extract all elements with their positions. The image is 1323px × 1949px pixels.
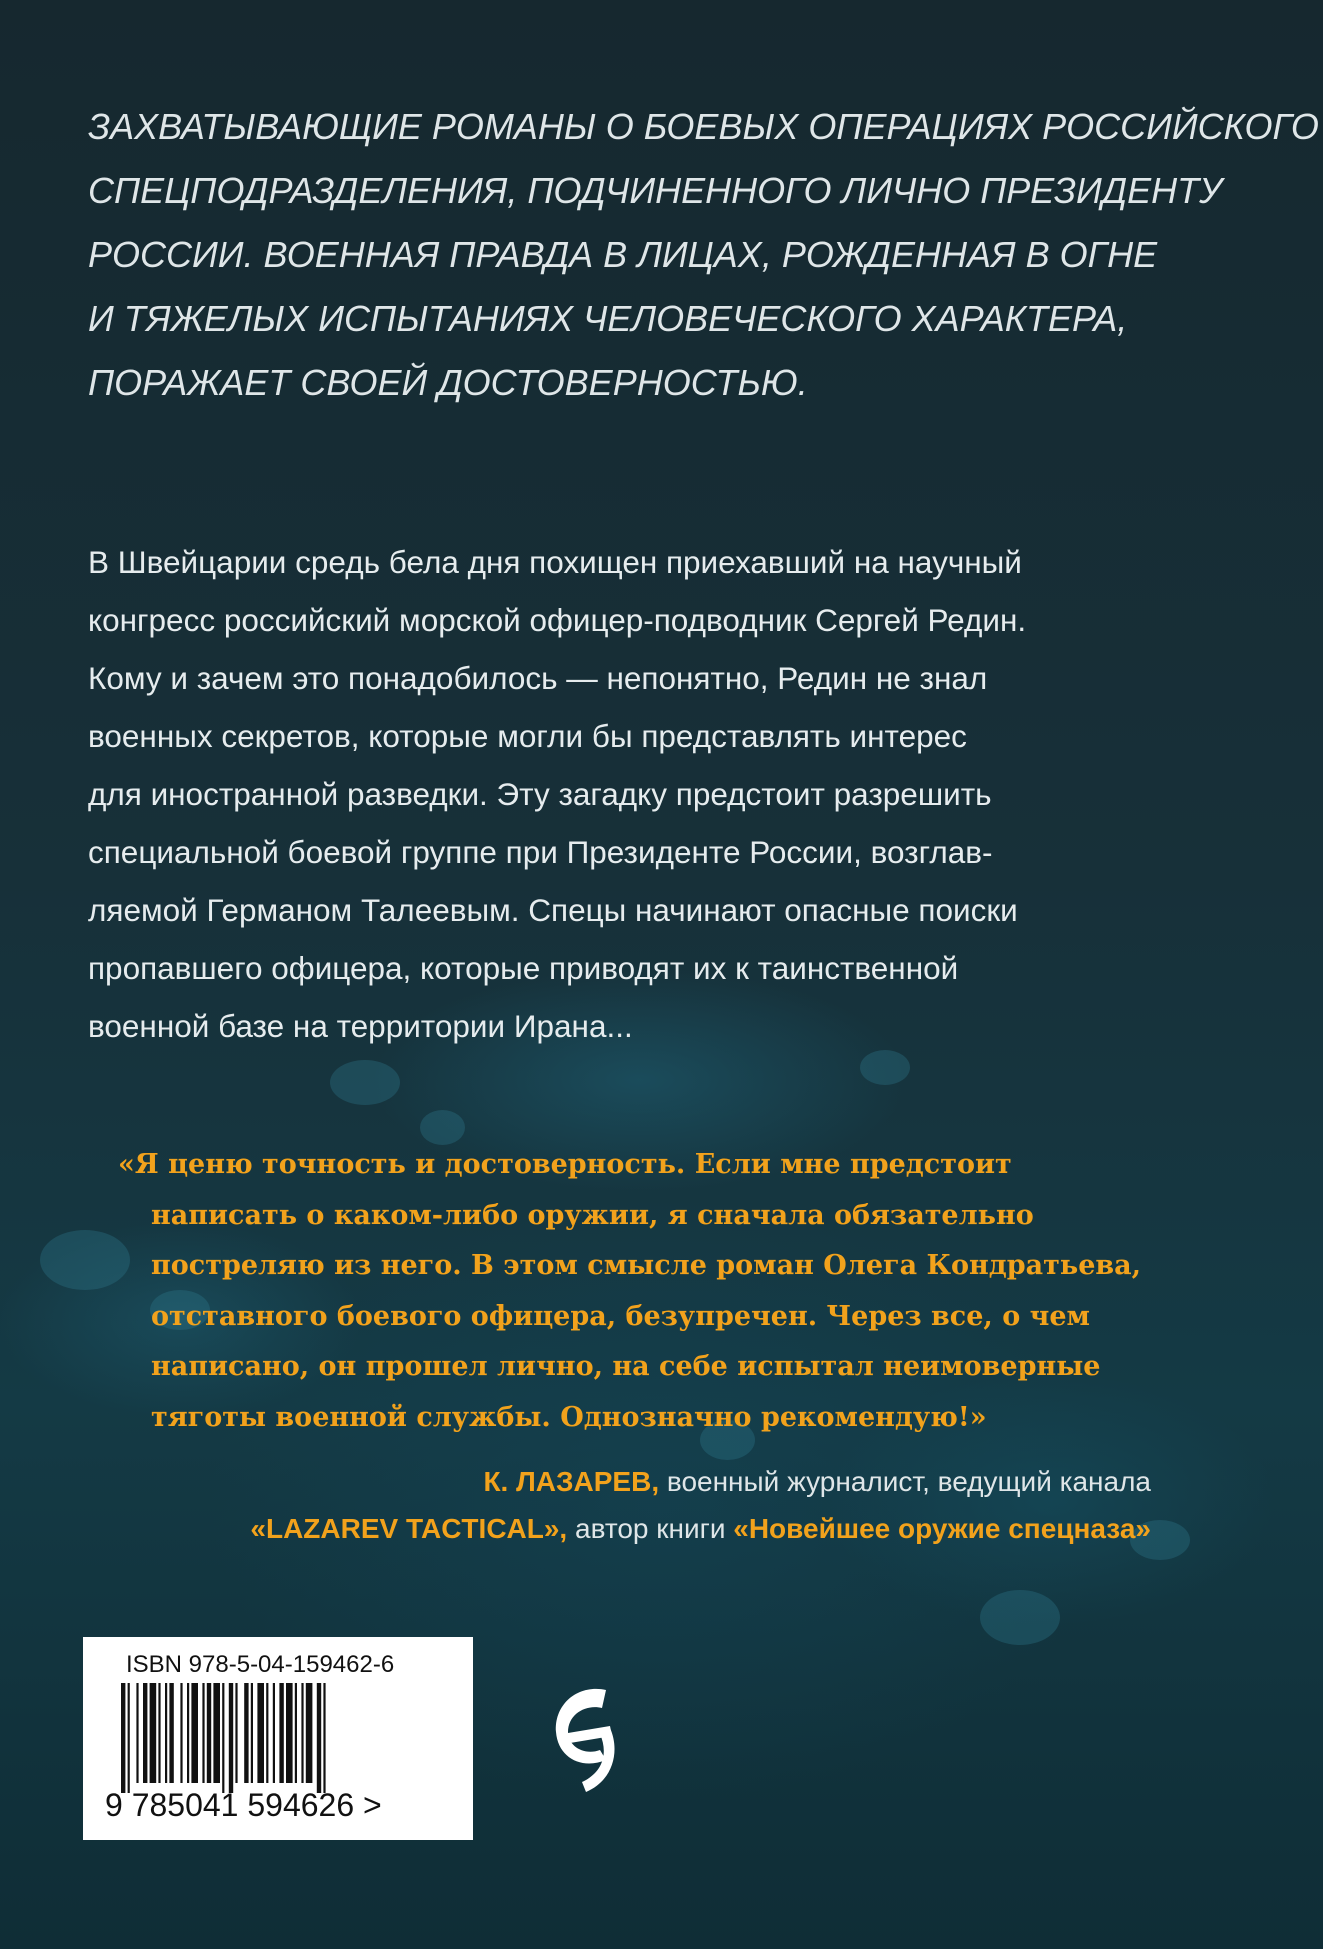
barcode-bar <box>187 1683 189 1783</box>
barcode-bar <box>306 1683 313 1783</box>
barcode-bar <box>323 1683 325 1793</box>
attribution-role: военный журналист, ведущий канала <box>659 1466 1151 1497</box>
quote-line: тяготы военной службы. Однозначно рекомендую!» <box>151 1401 987 1433</box>
eksmo-logo-icon <box>548 1680 628 1800</box>
barcode-bar <box>121 1683 125 1793</box>
tagline-line: ПОРАЖАЕТ СВОЕЙ ДОСТОВЕРНОСТЬЮ. <box>88 362 808 403</box>
isbn-barcode <box>83 1637 473 1840</box>
barcode-bar <box>229 1683 233 1793</box>
barcode-bar <box>286 1683 293 1783</box>
ink-splat <box>40 1230 130 1290</box>
annotation-line: военных секретов, которые могли бы представлять интерес <box>88 718 967 754</box>
barcode-bar <box>222 1683 224 1793</box>
barcode-bar <box>244 1683 248 1783</box>
annotation-line: военной базе на территории Ирана... <box>88 1008 633 1044</box>
attribution-book: «Новейшее оружие спецназа» <box>733 1513 1151 1544</box>
review-quote <box>118 1140 1218 1443</box>
attribution-line-2 <box>250 1505 1151 1552</box>
barcode-bar <box>191 1683 198 1783</box>
quote-line: отставного боевого офицера, безупречен. Через все, о чем <box>151 1300 1091 1332</box>
attribution-author: К. ЛАЗАРЕВ, <box>483 1466 660 1497</box>
barcode-bar <box>257 1683 264 1783</box>
barcode-bar <box>301 1683 303 1783</box>
barcode-bar <box>128 1683 130 1793</box>
tagline-line: СПЕЦПОДРАЗДЕЛЕНИЯ, ПОДЧИНЕННОГО ЛИЧНО ПРЕЗИДЕНТУ <box>88 170 1223 211</box>
book-annotation <box>88 533 1208 1055</box>
tagline-line: РОССИИ. ВОЕННАЯ ПРАВДА В ЛИЦАХ, РОЖДЕННАЯ В ОГНЕ <box>88 234 1158 275</box>
quote-line: постреляю из него. В этом смысле роман Олега Кондратьева, <box>151 1250 1142 1281</box>
barcode-bar <box>266 1683 268 1783</box>
barcode-bar <box>213 1683 220 1783</box>
attribution-book-prefix: автор книги <box>567 1513 734 1544</box>
barcode-bar <box>273 1683 275 1783</box>
barcode-bar <box>136 1683 138 1783</box>
barcode-bar <box>202 1683 204 1783</box>
barcode-bar <box>207 1683 211 1783</box>
barcode-bar <box>235 1683 237 1783</box>
barcode-bar <box>279 1683 283 1783</box>
isbn-number: ISBN 978-5-04-159462-6 <box>126 1651 395 1678</box>
barcode-digits: 9 785041 594626 > <box>105 1787 382 1823</box>
barcode-bar <box>317 1683 321 1793</box>
barcode-bar <box>143 1683 147 1783</box>
quote-line: «Я ценю точность и достоверность. Если мне предстоит <box>118 1149 1012 1180</box>
annotation-line: специальной боевой группе при Президенте России, возглав- <box>88 834 993 870</box>
ink-splat <box>330 1060 400 1105</box>
attribution-line-1 <box>250 1458 1151 1505</box>
series-tagline <box>88 95 1319 415</box>
barcode-bar <box>180 1683 182 1783</box>
annotation-line: Кому и зачем это понадобилось — непонятно, Редин не знал <box>88 660 988 696</box>
tagline-line: И ТЯЖЕЛЫХ ИСПЫТАНИЯХ ЧЕЛОВЕЧЕСКОГО ХАРАКТЕРА, <box>88 298 1128 339</box>
annotation-line: конгресс российский морской офицер-подводник Сергей Редин. <box>88 602 1027 638</box>
ink-splat <box>980 1590 1060 1645</box>
annotation-line: В Швейцарии средь бела дня похищен приехавший на научный <box>88 544 1022 580</box>
barcode-bar <box>295 1683 297 1783</box>
quote-line: написать о каком-либо оружии, я сначала обязательно <box>151 1199 1034 1231</box>
barcode-bar <box>150 1683 157 1783</box>
tagline-line: ЗАХВАТЫВАЮЩИЕ РОМАНЫ О БОЕВЫХ ОПЕРАЦИЯХ РОССИЙСКОГО <box>88 106 1319 147</box>
ink-splat <box>860 1050 910 1085</box>
quote-attribution <box>250 1458 1151 1552</box>
annotation-line: для иностранной разведки. Эту загадку предстоит разрешить <box>88 776 992 812</box>
attribution-channel: «LAZAREV TACTICAL», <box>250 1513 568 1544</box>
annotation-line: ляемой Германом Талеевым. Спецы начинают опасные поиски <box>88 892 1018 928</box>
barcode-bar <box>165 1683 167 1783</box>
barcode-bar <box>169 1683 173 1783</box>
quote-line: написано, он прошел лично, на себе испытал неимоверные <box>151 1351 1101 1382</box>
barcode-bar <box>158 1683 160 1783</box>
barcode-bar <box>251 1683 253 1783</box>
annotation-line: пропавшего офицера, которые приводят их к таинственной <box>88 950 959 986</box>
